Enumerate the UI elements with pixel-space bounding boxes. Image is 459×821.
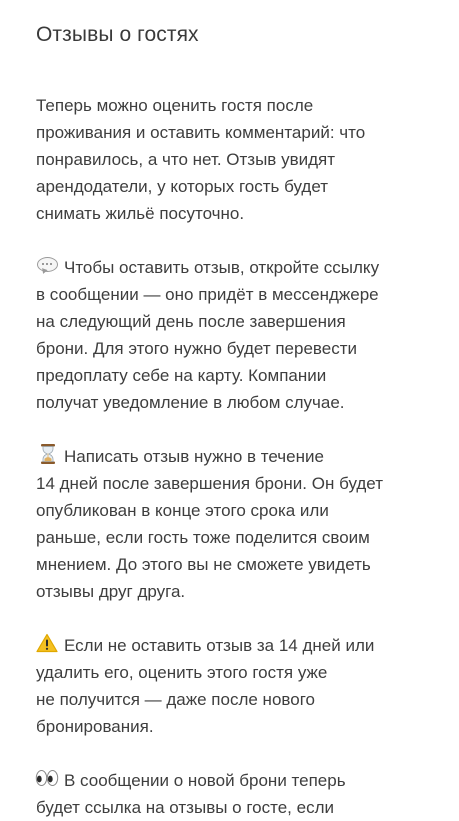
deadline-paragraph (36, 443, 429, 605)
speech-bubble-icon (36, 256, 58, 276)
how-to-paragraph-text: Чтобы оставить отзыв, откройте ссылку в сообщении — оно придёт в мессенджере на следующий день после завершения брони. Для этого нужно будет перевести предоплату себе на карту. Компании получат уведомление в любом случае. (36, 258, 380, 412)
reviews-link-paragraph-text: В сообщении о новой брони теперь будет ссылка на отзывы о госте, если (36, 771, 346, 817)
reviews-link-paragraph (36, 767, 429, 821)
hourglass-icon (36, 445, 58, 465)
intro-paragraph (36, 92, 429, 227)
warning-paragraph-text: Если не оставить отзыв за 14 дней или удалить его, оценить этого гостя уже не получится — даже после нового бронирования. (36, 636, 375, 736)
eyes-icon (36, 769, 58, 789)
warning-icon (36, 634, 58, 654)
intro-paragraph-text: Теперь можно оценить гостя после проживания и оставить комментарий: что понравилось, а что нет. Отзыв увидят арендодатели, у которых гость будет снимать жильё посуточно. (36, 96, 366, 223)
page-title: Отзывы о гостях (36, 23, 199, 46)
deadline-paragraph-text: Написать отзыв нужно в течение 14 дней после завершения брони. Он будет опубликован в конце этого срока или раньше, если гость тоже поделится своим мнением. До этого вы не сможете увидеть отзывы друг друга. (36, 447, 383, 601)
how-to-paragraph (36, 254, 429, 416)
warning-paragraph (36, 632, 429, 740)
